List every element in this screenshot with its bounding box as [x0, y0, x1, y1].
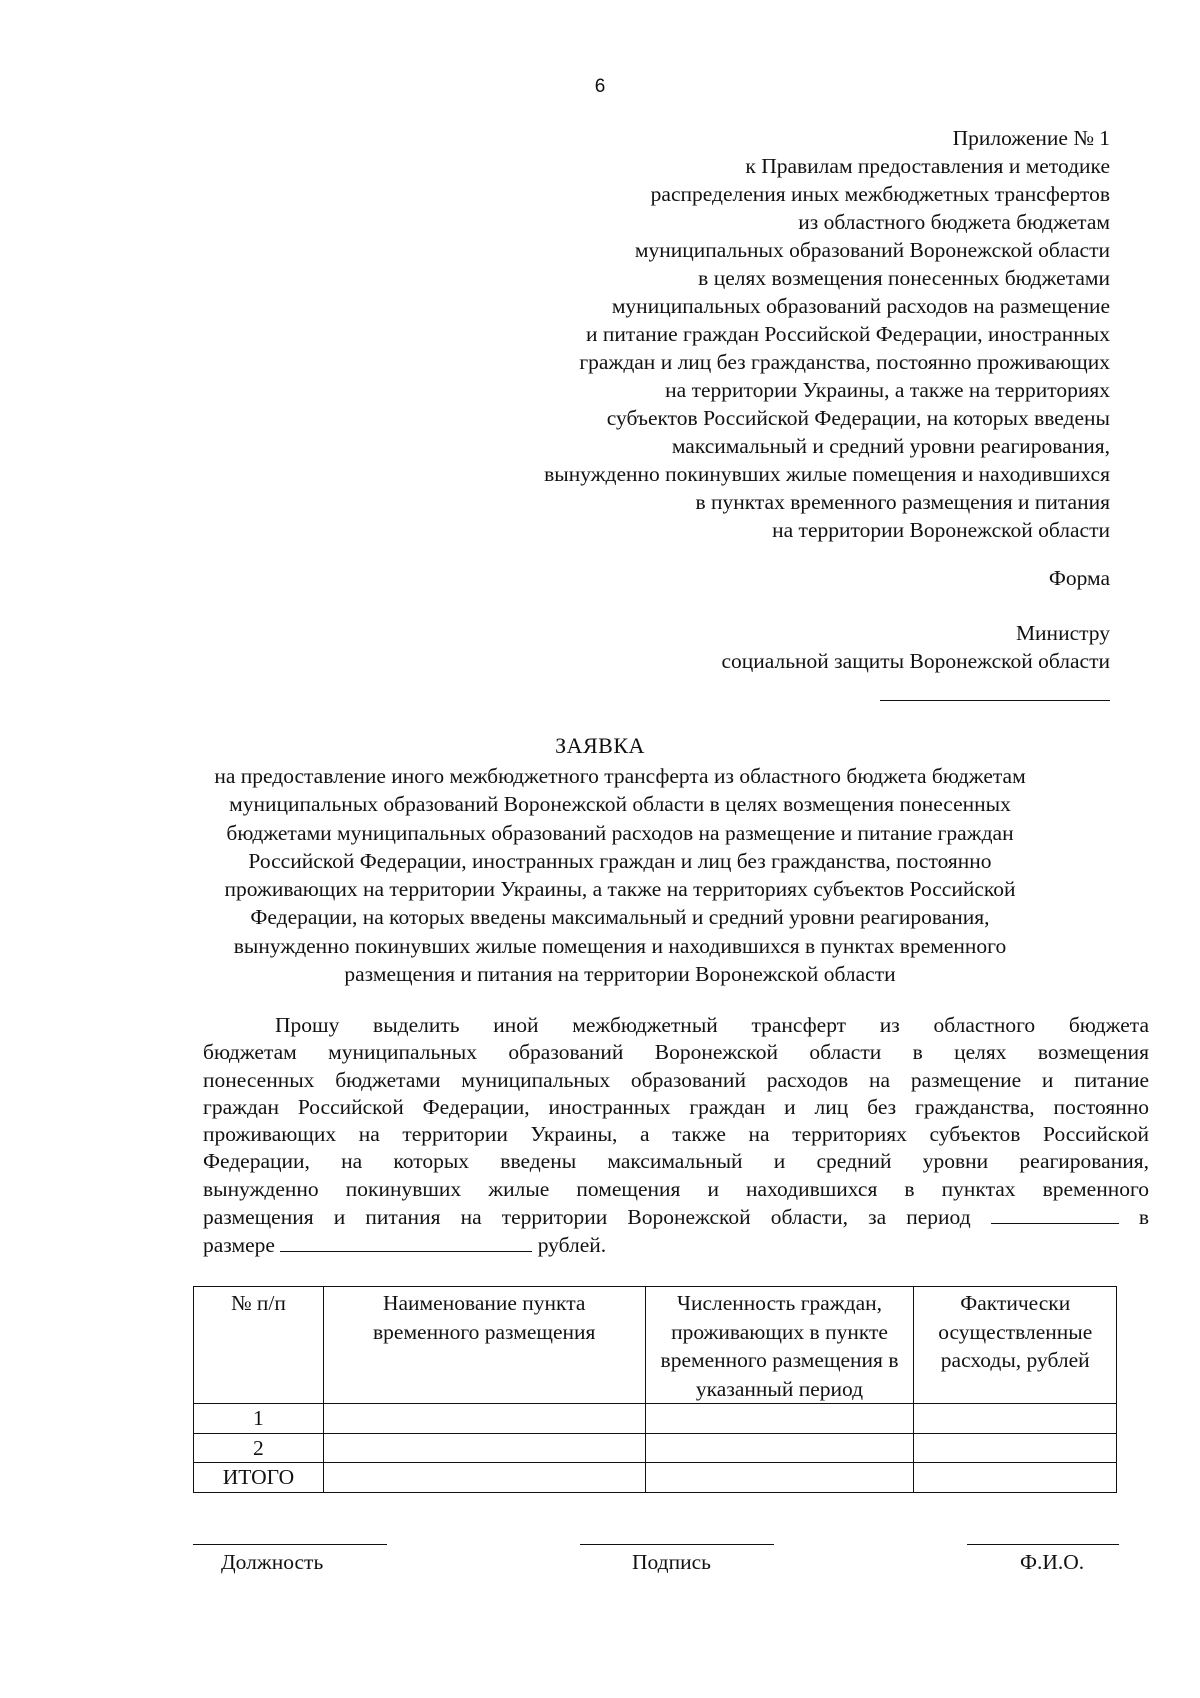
- subtitle-line: Федерации, на которых введены максимальный и средний уровни реагирования,: [250, 905, 990, 930]
- request-line: вынужденно покинувших жилые помещения и находившихся в пунктах временного: [203, 1176, 1149, 1201]
- request-line: проживающих на территории Украины, а также на территориях субъектов Российской: [203, 1122, 1149, 1147]
- name-signature-line[interactable]: [967, 1544, 1119, 1545]
- subtitle-line: размещения и питания на территории Воронежской области: [344, 962, 896, 987]
- facility-name-cell[interactable]: [323, 1433, 645, 1463]
- signature-label: Подпись: [632, 1550, 711, 1574]
- appendix-line: вынужденно покинувших жилые помещения и находившихся: [544, 462, 1110, 486]
- request-line: Федерации, на которых введены максимальный и средний уровни реагирования,: [203, 1149, 1149, 1174]
- header-actual-expenses: Фактически осуществленные расходы, рублей: [914, 1287, 1117, 1404]
- full-name-label: Ф.И.О.: [1020, 1550, 1085, 1574]
- appendix-line: на территории Украины, а также на территориях: [665, 378, 1110, 402]
- subtitle-line: Российской Федерации, иностранных граждан и лиц без гражданства, постоянно: [248, 848, 992, 873]
- request-line: понесенных бюджетами муниципальных образований расходов на размещение и питание: [203, 1067, 1149, 1092]
- appendix-line: к Правилам предоставления и методике: [745, 154, 1110, 178]
- request-line: Прошу выделить иной межбюджетный трансферт из областного бюджета: [275, 1013, 1149, 1037]
- period-blank[interactable]: [991, 1203, 1119, 1224]
- appendix-heading: [210, 124, 1110, 544]
- period-suffix: в: [1138, 1205, 1150, 1230]
- facility-name-cell[interactable]: [323, 1463, 645, 1493]
- subtitle-line: вынужденно покинувших жилые помещения и находившихся в пунктах временного: [233, 933, 1007, 958]
- page-number: 6: [594, 76, 606, 97]
- table-row: [194, 1433, 1117, 1463]
- amount-prefix: размере: [203, 1233, 275, 1258]
- signature-line[interactable]: [580, 1544, 774, 1545]
- subtitle-line: на предоставление иного межбюджетного трансферта из областного бюджета бюджетам: [214, 764, 1026, 788]
- residents-count-cell[interactable]: [645, 1404, 914, 1434]
- document-title: ЗАЯВКА: [555, 733, 645, 758]
- header-number: № п/п: [194, 1287, 324, 1404]
- table-total-row: [194, 1463, 1117, 1493]
- appendix-line: граждан и лиц без гражданства, постоянно проживающих: [579, 350, 1110, 374]
- appendix-line: максимальный и средний уровни реагирования,: [671, 434, 1110, 458]
- form-label: Форма: [1048, 566, 1110, 590]
- appendix-line: и питание граждан Российской Федерации, иностранных: [586, 322, 1110, 346]
- total-label-cell: ИТОГО: [194, 1463, 324, 1493]
- appendix-line: субъектов Российской Федерации, на которых введены: [606, 406, 1110, 430]
- appendix-line: из областного бюджета бюджетам: [798, 210, 1110, 234]
- addressee-line: социальной защиты Воронежской области: [721, 649, 1110, 673]
- subtitle-line: проживающих на территории Украины, а также на территориях субъектов Российской: [224, 877, 1016, 902]
- amount-suffix: рублей.: [537, 1233, 607, 1258]
- request-line: бюджетам муниципальных образований Воронежской области в целях возмещения: [203, 1040, 1149, 1065]
- expenses-cell[interactable]: [914, 1433, 1117, 1463]
- residents-count-cell[interactable]: [645, 1433, 914, 1463]
- expenses-cell[interactable]: [914, 1404, 1117, 1434]
- expenses-cell[interactable]: [914, 1463, 1117, 1493]
- addressee-name-blank[interactable]: [880, 700, 1110, 701]
- position-label: Должность: [221, 1550, 324, 1574]
- appendix-line: на территории Воронежской области: [772, 518, 1110, 542]
- header-facility-name: Наименование пункта временного размещения: [323, 1287, 645, 1404]
- expenses-table: [193, 1286, 1117, 1493]
- document-subtitle: [190, 762, 1050, 988]
- position-signature-line[interactable]: [193, 1544, 387, 1545]
- table-header-row: [194, 1287, 1117, 1404]
- appendix-line: муниципальных образований расходов на размещение: [611, 294, 1110, 318]
- request-line: граждан Российской Федерации, иностранных граждан и лиц без гражданства, постоянно: [203, 1094, 1149, 1119]
- appendix-line: в пунктах временного размещения и питания: [695, 490, 1110, 514]
- appendix-line: распределения иных межбюджетных трансфертов: [650, 182, 1110, 206]
- period-text: размещения и питания на территории Воронежской области, за период: [203, 1205, 971, 1230]
- request-line-period: [203, 1203, 1149, 1231]
- amount-blank[interactable]: [280, 1231, 532, 1252]
- row-number-cell: 1: [194, 1404, 324, 1434]
- appendix-line: муниципальных образований Воронежской области: [634, 238, 1110, 262]
- request-line-amount: [203, 1231, 1149, 1259]
- addressee: [721, 619, 1110, 675]
- subtitle-line: бюджетами муниципальных образований расходов на размещение и питание граждан: [226, 820, 1014, 845]
- appendix-line: Приложение № 1: [952, 126, 1110, 150]
- residents-count-cell[interactable]: [645, 1463, 914, 1493]
- row-number-cell: 2: [194, 1433, 324, 1463]
- table-row: [194, 1404, 1117, 1434]
- header-residents-count: Численность граждан, проживающих в пункте временного размещения в указанный период: [645, 1287, 914, 1404]
- subtitle-line: муниципальных образований Воронежской области в целях возмещения понесенных: [229, 792, 1011, 817]
- addressee-line: Министру: [1015, 621, 1110, 645]
- appendix-line: в целях возмещения понесенных бюджетами: [698, 266, 1110, 290]
- request-paragraph: [203, 1012, 1149, 1260]
- facility-name-cell[interactable]: [323, 1404, 645, 1434]
